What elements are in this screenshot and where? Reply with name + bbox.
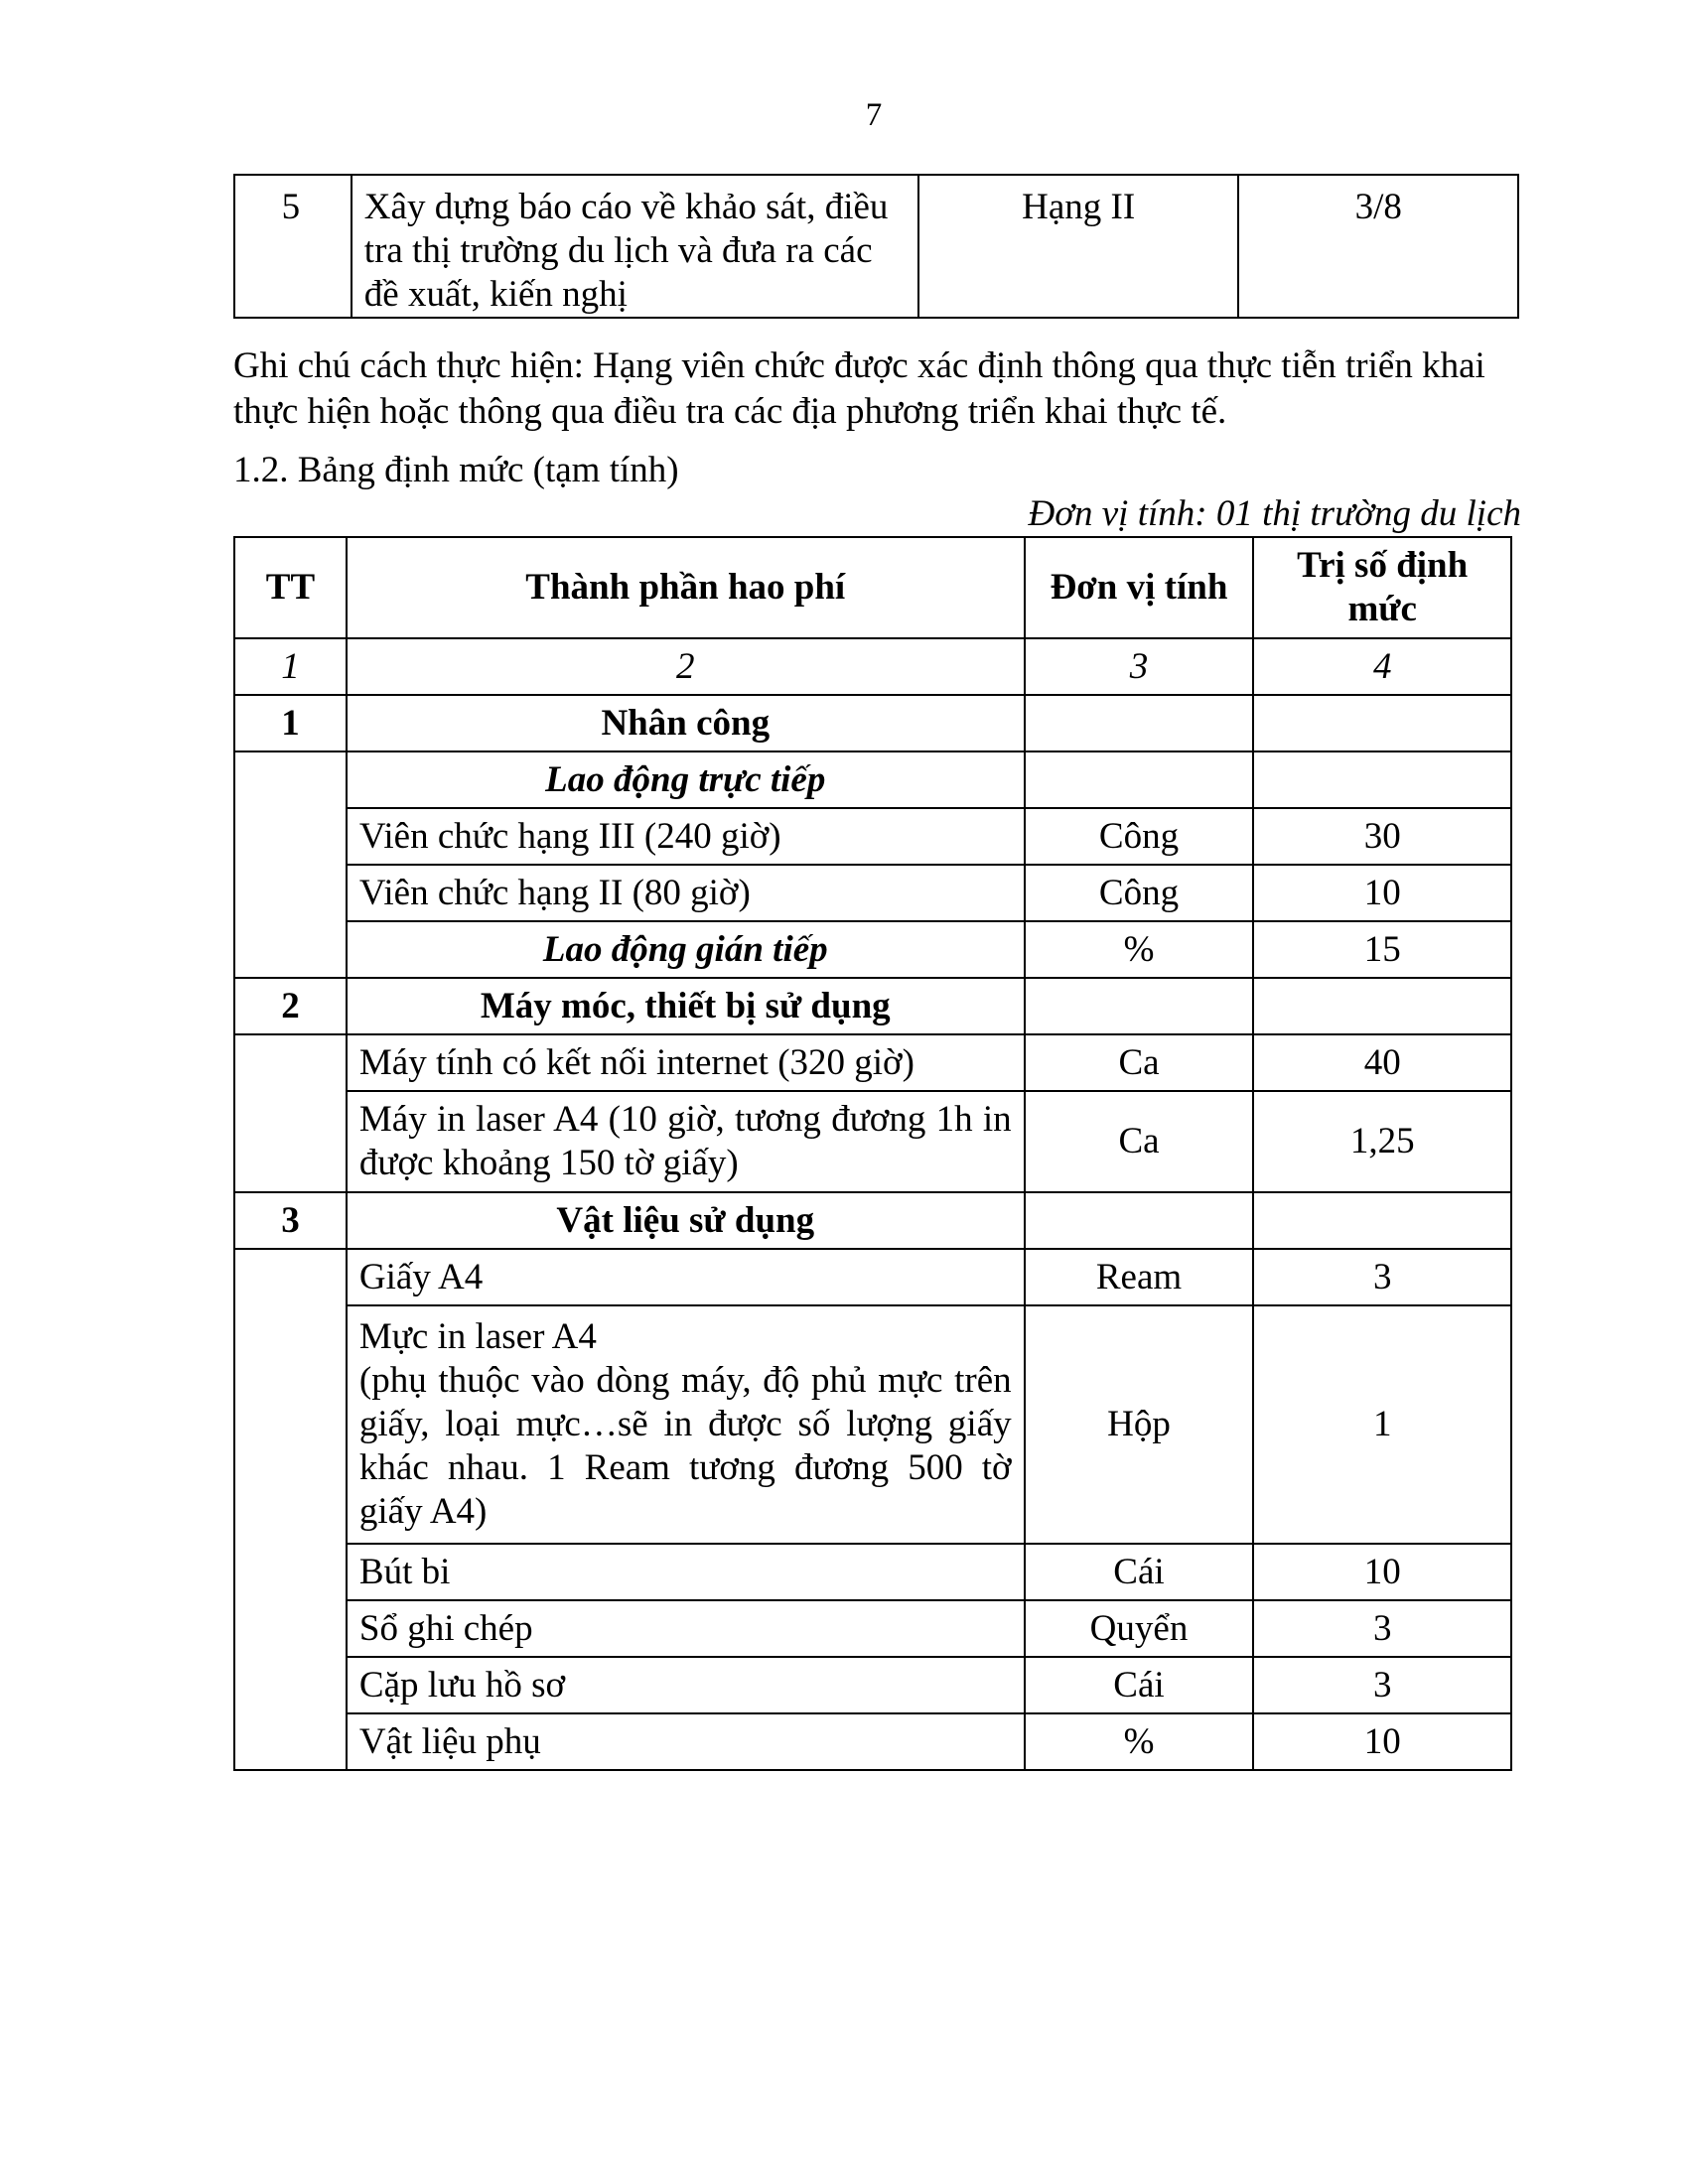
table-row bbox=[234, 751, 1511, 808]
item-unit: Công bbox=[1025, 808, 1254, 865]
item-unit: Cái bbox=[1025, 1657, 1254, 1713]
table-row bbox=[234, 175, 1518, 318]
table-row bbox=[234, 921, 1511, 978]
task-description: Xây dựng báo cáo về khảo sát, điều tra thị trường du lịch và đưa ra các đề xuất, kiến nghị bbox=[352, 175, 918, 318]
item-name: Sổ ghi chép bbox=[347, 1600, 1025, 1657]
empty-cell bbox=[234, 865, 347, 921]
item-value: 1,25 bbox=[1253, 1091, 1511, 1192]
empty-cell bbox=[234, 921, 347, 978]
empty-cell bbox=[1025, 978, 1254, 1034]
implementation-note: Ghi chú cách thực hiện: Hạng viên chức được xác định thông qua thực tiễn triển khai thực hiện hoặc thông qua điều tra các địa phương triển khai thực tế. bbox=[233, 345, 1485, 432]
group-title: Nhân công bbox=[347, 695, 1025, 751]
table-row bbox=[234, 1091, 1511, 1192]
header-value: Trị số định mức bbox=[1253, 537, 1511, 638]
group-title: Vật liệu sử dụng bbox=[347, 1192, 1025, 1249]
empty-cell bbox=[234, 1544, 347, 1600]
item-value: 1 bbox=[1253, 1305, 1511, 1544]
item-name: Mực in laser A4 bbox=[358, 1316, 597, 1357]
table-row bbox=[234, 1657, 1511, 1713]
item-unit: Quyển bbox=[1025, 1600, 1254, 1657]
item-value: 10 bbox=[1253, 1544, 1511, 1600]
task-number: 5 bbox=[234, 175, 352, 318]
table-row bbox=[234, 1034, 1511, 1091]
table-row bbox=[234, 1600, 1511, 1657]
group-number: 1 bbox=[234, 695, 347, 751]
empty-cell bbox=[1025, 695, 1254, 751]
empty-cell bbox=[234, 1713, 347, 1770]
item-value: 10 bbox=[1253, 1713, 1511, 1770]
empty-cell bbox=[1253, 695, 1511, 751]
item-unit: Ca bbox=[1025, 1034, 1254, 1091]
column-number: 4 bbox=[1253, 638, 1511, 695]
empty-cell bbox=[234, 1091, 347, 1192]
header-tt: TT bbox=[234, 537, 347, 638]
group-title: Máy móc, thiết bị sử dụng bbox=[347, 978, 1025, 1034]
item-name: Vật liệu phụ bbox=[347, 1713, 1025, 1770]
item-detail: (phụ thuộc vào dòng máy, độ phủ mực trên giấy, loại mực…sẽ in được số lượng giấy khác nhau. 1 Ream tương đương 500 tờ giấy A4) bbox=[358, 1360, 1012, 1532]
empty-cell bbox=[1253, 978, 1511, 1034]
item-name: Bút bi bbox=[347, 1544, 1025, 1600]
item-value bbox=[1253, 751, 1511, 808]
column-number: 1 bbox=[234, 638, 347, 695]
table-row bbox=[234, 1713, 1511, 1770]
header-unit: Đơn vị tính bbox=[1025, 537, 1254, 638]
unit-note: Đơn vị tính: 01 thị trường du lịch bbox=[1028, 493, 1521, 534]
item-name: Lao động gián tiếp bbox=[347, 921, 1025, 978]
item-name: Cặp lưu hồ sơ bbox=[347, 1657, 1025, 1713]
item-unit bbox=[1025, 751, 1254, 808]
empty-cell bbox=[1253, 1192, 1511, 1249]
header-component: Thành phần hao phí bbox=[347, 537, 1025, 638]
column-number: 2 bbox=[347, 638, 1025, 695]
empty-cell bbox=[234, 1305, 347, 1544]
column-number-row bbox=[234, 638, 1511, 695]
table-row bbox=[234, 808, 1511, 865]
task-table bbox=[233, 174, 1519, 319]
norm-table bbox=[233, 536, 1512, 1771]
task-rank: Hạng II bbox=[918, 175, 1239, 318]
group-row bbox=[234, 978, 1511, 1034]
item-value: 10 bbox=[1253, 865, 1511, 921]
empty-cell bbox=[234, 808, 347, 865]
column-number: 3 bbox=[1025, 638, 1254, 695]
task-ratio: 3/8 bbox=[1238, 175, 1518, 318]
table-row bbox=[234, 1249, 1511, 1305]
item-unit: Hộp bbox=[1025, 1305, 1254, 1544]
table-row bbox=[234, 1305, 1511, 1544]
table-row bbox=[234, 1544, 1511, 1600]
empty-cell bbox=[234, 1034, 347, 1091]
empty-cell bbox=[1025, 1192, 1254, 1249]
item-name: Lao động trực tiếp bbox=[347, 751, 1025, 808]
item-unit: Ca bbox=[1025, 1091, 1254, 1192]
item-value: 3 bbox=[1253, 1657, 1511, 1713]
page-number: 7 bbox=[865, 97, 883, 133]
item-value: 3 bbox=[1253, 1249, 1511, 1305]
item-value: 40 bbox=[1253, 1034, 1511, 1091]
item-unit: Công bbox=[1025, 865, 1254, 921]
item-value: 30 bbox=[1253, 808, 1511, 865]
item-name: Máy tính có kết nối internet (320 giờ) bbox=[347, 1034, 1025, 1091]
item-unit: Cái bbox=[1025, 1544, 1254, 1600]
group-number: 3 bbox=[234, 1192, 347, 1249]
table-header-row bbox=[234, 537, 1511, 638]
empty-cell bbox=[234, 1657, 347, 1713]
item-name: Máy in laser A4 (10 giờ, tương đương 1h in được khoảng 150 tờ giấy) bbox=[347, 1091, 1025, 1192]
item-name-cell bbox=[347, 1305, 1025, 1544]
section-title: 1.2. Bảng định mức (tạm tính) bbox=[233, 450, 679, 490]
item-unit: % bbox=[1025, 921, 1254, 978]
item-unit: Ream bbox=[1025, 1249, 1254, 1305]
item-value: 15 bbox=[1253, 921, 1511, 978]
group-row bbox=[234, 695, 1511, 751]
group-number: 2 bbox=[234, 978, 347, 1034]
empty-cell bbox=[234, 1600, 347, 1657]
item-unit: % bbox=[1025, 1713, 1254, 1770]
empty-cell bbox=[234, 1249, 347, 1305]
item-name: Viên chức hạng II (80 giờ) bbox=[347, 865, 1025, 921]
item-value: 3 bbox=[1253, 1600, 1511, 1657]
table-row bbox=[234, 865, 1511, 921]
group-row bbox=[234, 1192, 1511, 1249]
item-name: Giấy A4 bbox=[347, 1249, 1025, 1305]
empty-cell bbox=[234, 751, 347, 808]
item-name: Viên chức hạng III (240 giờ) bbox=[347, 808, 1025, 865]
